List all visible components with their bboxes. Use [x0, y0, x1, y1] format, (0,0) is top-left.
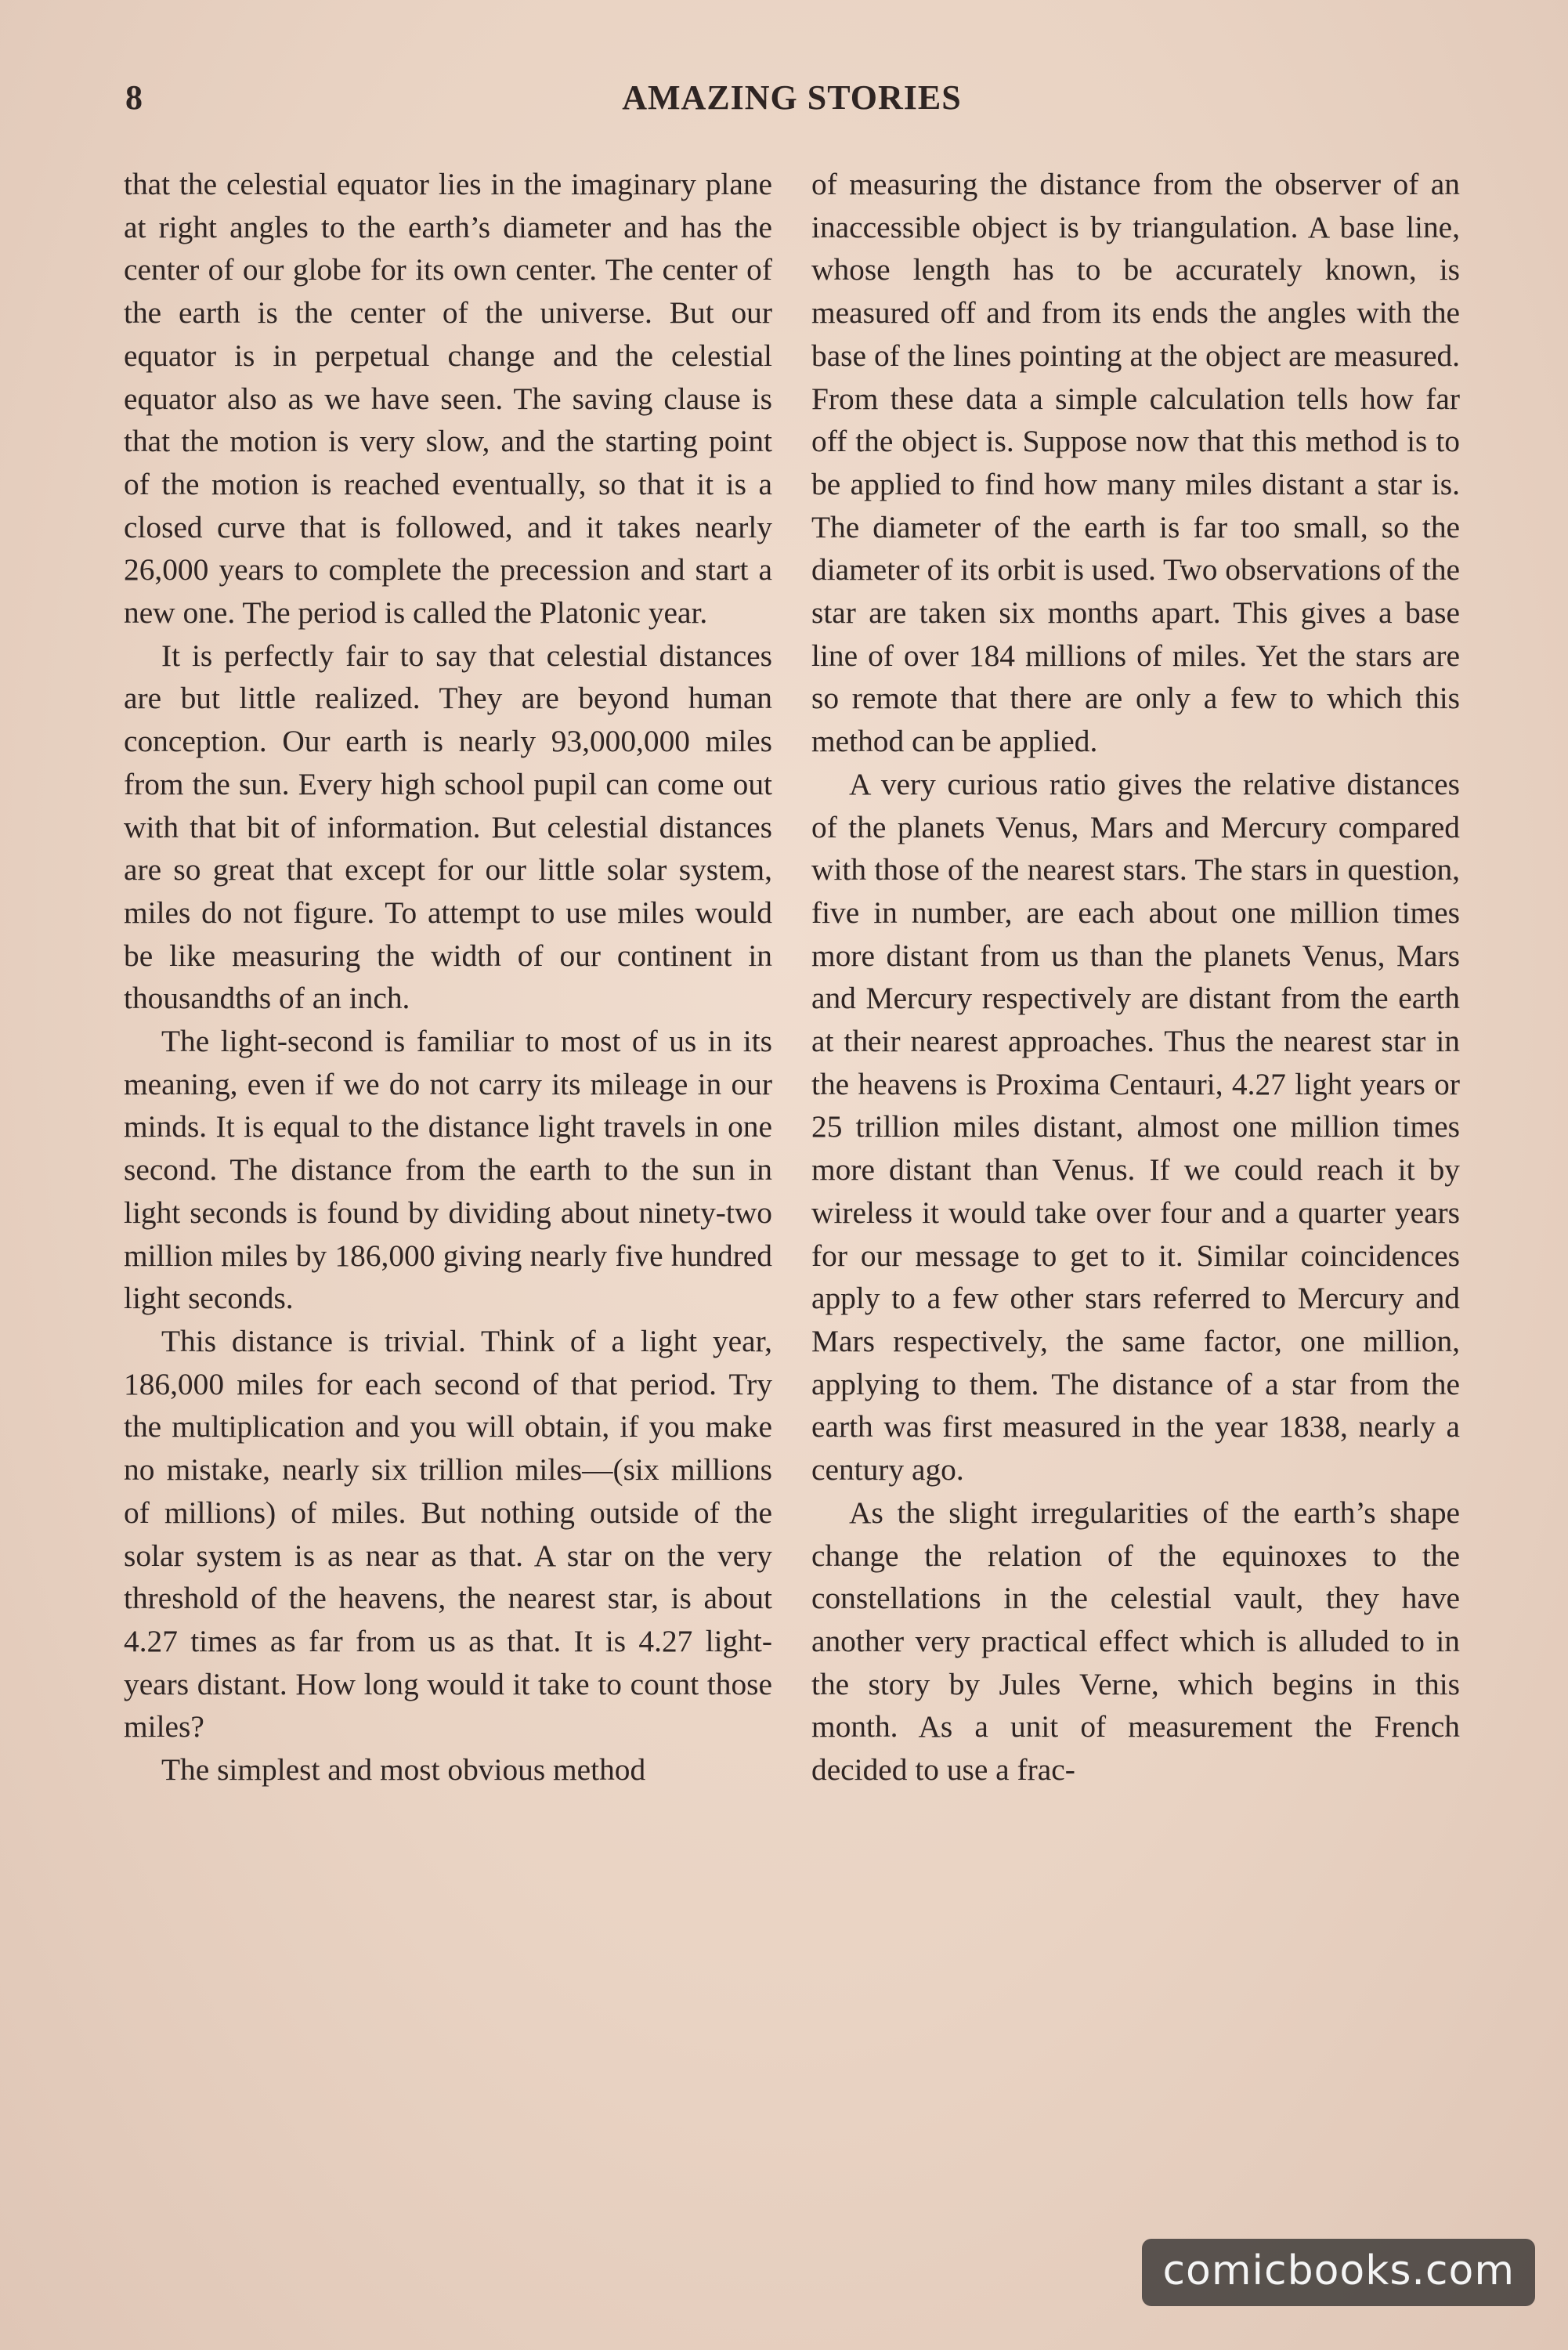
page-number: 8: [125, 78, 143, 117]
right-column: [811, 163, 1460, 1791]
left-column: [124, 163, 772, 1791]
running-head: AMAZING STORIES: [622, 78, 962, 117]
left-paragraph-1: that the celestial equator lies in the imaginary plane at right angles to the earth’s diameter and has the center of our globe for its own center. The center of the earth is the center of the universe. But our equator is in perpetual change and the celestial equator also as we have seen. The saving clause is that the motion is very slow, and the starting point of the motion is reached eventually, so that it is a closed curve that is followed, and it takes nearly 26,000 years to complete the precession and start a new one. The period is called the Platonic year.: [124, 167, 772, 631]
page-header: [125, 74, 1458, 121]
left-paragraph-2: It is perfectly fair to say that celestial distances are but little realized. They are beyond human conception. Our earth is nearly 93,000,000 miles from the sun. Every high school pupil can come out with that bit of information. But celestial distances are so great that except for our little solar system, miles do not figure. To attempt to use miles would be like measuring the width of our continent in thousandths of an inch.: [124, 638, 772, 1016]
right-paragraph-3: As the slight irregularities of the earth’s shape change the relation of the equinoxes to the constellations in the celestial vault, they have another very practical effect which is alluded to in the story by Jules Verne, which begins in this month. As a unit of measurement the French decided to use a frac-: [811, 1495, 1460, 1788]
left-paragraph-5: The simplest and most obvious method: [161, 1752, 646, 1788]
left-paragraph-3: The light-second is familiar to most of us in its meaning, even if we do not carry its mileage in our minds. It is equal to the distance light travels in one second. The distance from the earth to the sun in light seconds is found by dividing about ninety-two million miles by 186,000 giving nearly five hundred light seconds.: [124, 1024, 772, 1316]
left-paragraph-4: This distance is trivial. Think of a light year, 186,000 miles for each second of that period. Try the multiplication and you will obtain, if you make no mistake, nearly six trillion miles—(six millions of millions) of miles. But nothing outside of the solar system is as near as that. A star on the very threshold of the heavens, the nearest star, is about 4.27 times as far from us as that. It is 4.27 light-years distant. How long would it take to count those miles?: [124, 1323, 772, 1744]
source-watermark: comicbooks.com: [1142, 2239, 1535, 2306]
right-paragraph-1: of measuring the distance from the observer of an inaccessible object is by triangulation. A base line, whose length has to be accurately known, is measured off and from its ends the angles with the base of the lines pointing at the object are measured. From these data a simple calculation tells how far off the object is. Suppose now that this method is to be applied to find how many miles distant a star is. The diameter of the earth is far too small, so the diameter of its orbit is used. Two observations of the star are taken six months apart. This gives a base line of over 184 millions of miles. Yet the stars are so remote that there are only a few to which this method can be applied.: [811, 167, 1460, 759]
right-paragraph-2: A very curious ratio gives the relative distances of the planets Venus, Mars and Mercury compared with those of the nearest stars. The stars in question, five in number, are each about one million times more distant from us than the planets Venus, Mars and Mercury respectively are distant from the earth at their nearest approaches. Thus the nearest star in the heavens is Proxima Centauri, 4.27 light years or 25 trillion miles distant, almost one million times more distant than Venus. If we could reach it by wireless it would take over four and a quarter years for our message to get to it. Similar coincidences apply to a few other stars referred to Mercury and Mars respectively, the same factor, one million, applying to them. The distance of a star from the earth was first measured in the year 1838, nearly a century ago.: [811, 766, 1460, 1488]
